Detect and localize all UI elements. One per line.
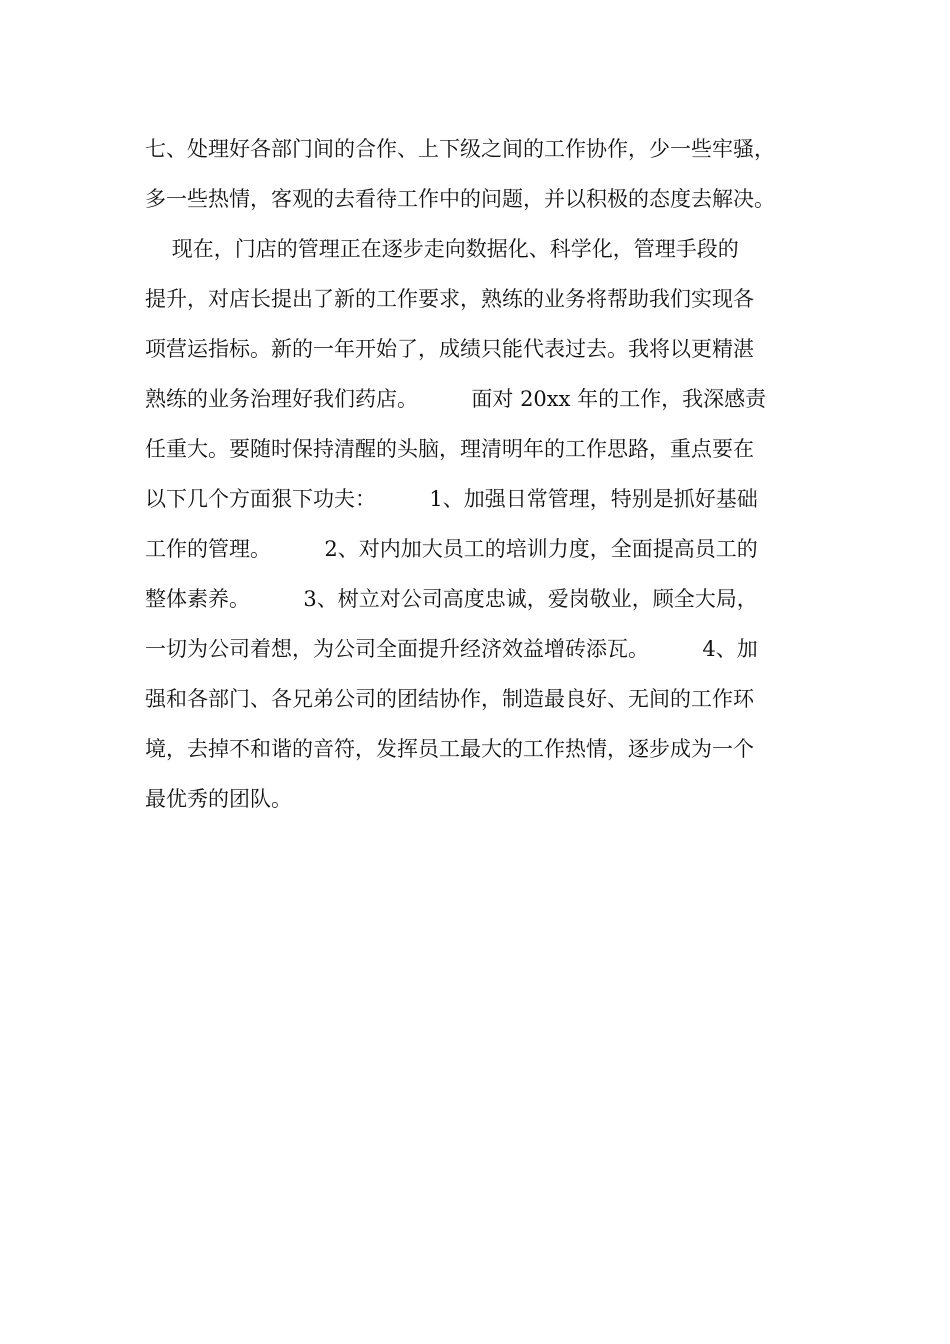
text-line: 项营运指标。新的一年开始了，成绩只能代表过去。我将以更精湛 — [145, 337, 754, 361]
text-line: 最优秀的团队。 — [145, 787, 292, 811]
text-line: 整体素养。 3、树立对公司高度忠诚，爱岗敬业，顾全大局， — [145, 587, 758, 611]
body-text — [145, 126, 825, 826]
text-line: 工作的管理。 2、对内加大员工的培训力度，全面提高员工的 — [145, 537, 758, 561]
text-line: 境，去掉不和谐的音符，发挥员工最大的工作热情，逐步成为一个 — [145, 737, 754, 761]
text-line: 强和各部门、各兄弟公司的团结协作，制造最良好、无间的工作环 — [145, 687, 754, 711]
text-line: 一切为公司着想，为公司全面提升经济效益增砖添瓦。 4、加 — [145, 637, 758, 661]
text-line: 多一些热情，客观的去看待工作中的问题，并以积极的态度去解决。 — [145, 187, 775, 211]
text-line: 七、处理好各部门间的合作、上下级之间的工作协作，少一些牢骚， — [145, 137, 775, 161]
text-line: 以下几个方面狠下功夫： 1、加强日常管理，特别是抓好基础 — [145, 487, 758, 511]
text-line: 现在，门店的管理正在逐步走向数据化、科学化，管理手段的 — [145, 237, 739, 261]
text-line: 任重大。要随时保持清醒的头脑，理清明年的工作思路，重点要在 — [145, 437, 754, 461]
text-line: 提升，对店长提出了新的工作要求，熟练的业务将帮助我们实现各 — [145, 287, 754, 311]
text-line: 熟练的业务治理好我们药店。 面对 20xx 年的工作，我深感责 — [145, 387, 767, 411]
